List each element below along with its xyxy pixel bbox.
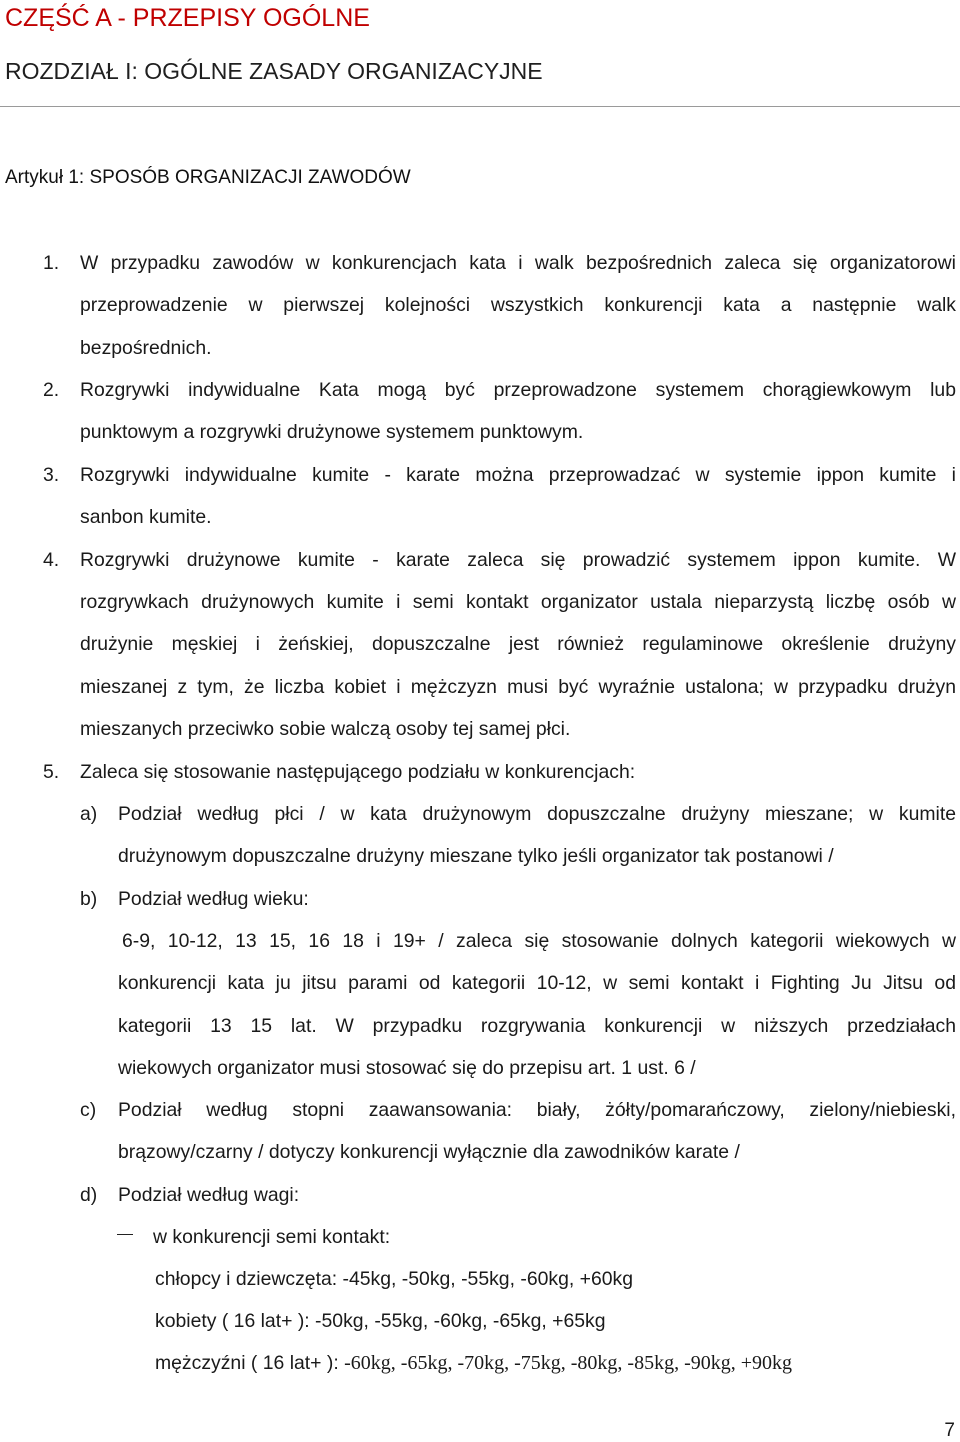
item-5-line-1: Zaleca się stosowanie następującego podziału w konkurencjach: (80, 761, 636, 783)
item-3-line-2: sanbon kumite. (80, 506, 212, 528)
item-4-line-3: drużynie męskiej i żeńskiej, dopuszczalne jest również regulaminowe określenie drużyny (80, 633, 956, 655)
semi-kontakt-heading: w konkurencji semi kontakt: (153, 1226, 391, 1248)
weight-women: kobiety ( 16 lat+ ): -50kg, -55kg, -60kg, -65kg, +65kg (155, 1310, 606, 1332)
item-5b-line-4: kategorii 13 15 lat. W przypadku rozgrywania konkurencji w niższych przedziałach (118, 1015, 956, 1037)
item-5b-label: b) (80, 888, 98, 910)
item-3-number: 3. (43, 464, 60, 486)
chapter-title: ROZDZIAŁ I: OGÓLNE ZASADY ORGANIZACYJNE (5, 58, 543, 84)
item-5c-line-2: brązowy/czarny / dotyczy konkurencji wyłącznie dla zawodników karate / (118, 1141, 740, 1163)
item-5b-line-5: wiekowych organizator musi stosować się do przepisu art. 1 ust. 6 / (118, 1057, 696, 1079)
weight-men (155, 1350, 792, 1376)
item-5c-line-1: Podział według stopni zaawansowania: biały, żółty/pomarańczowy, zielony/niebieski, (118, 1099, 956, 1121)
item-5-number: 5. (43, 761, 60, 783)
item-5a-label: a) (80, 803, 98, 825)
item-5d-line-1: Podział według wagi: (118, 1184, 300, 1206)
item-4-line-1: Rozgrywki drużynowe kumite - karate zaleca się prowadzić systemem ippon kumite. W (80, 549, 956, 571)
item-5b-line-3: konkurencji kata ju jitsu parami od kategorii 10-12, w semi kontakt i Fighting Ju Jitsu od (118, 972, 956, 994)
item-1-line-2: przeprowadzenie w pierwszej kolejności wszystkich konkurencji kata a następnie walk (80, 294, 956, 316)
page-number: 7 (944, 1420, 955, 1441)
item-5c-label: c) (80, 1099, 97, 1121)
item-2-line-2: punktowym a rozgrywki drużynowe systemem punktowym. (80, 421, 584, 443)
item-4-number: 4. (43, 549, 60, 571)
item-2-number: 2. (43, 379, 60, 401)
item-1-number: 1. (43, 252, 60, 274)
weight-men-label: mężczyźni ( 16 lat+ ): (155, 1352, 345, 1374)
item-4-line-4: mieszanej z tym, że liczba kobiet i mężczyzn musi być wyraźnie ustalona; w przypadku drużyn (80, 676, 956, 698)
header-divider (0, 106, 960, 107)
bullet-dash (117, 1234, 133, 1235)
item-1-line-1: W przypadku zawodów w konkurencjach kata i walk bezpośrednich zaleca się organizatorowi (80, 252, 956, 274)
article-title: Artykuł 1: SPOSÓB ORGANIZACJI ZAWODÓW (5, 167, 411, 188)
item-5b-line-2: 6-9, 10-12, 13 15, 16 18 i 19+ / zaleca się stosowanie dolnych kategorii wiekowych w (122, 930, 956, 952)
item-5a-line-1: Podział według płci / w kata drużynowym dopuszczalne drużyny mieszane; w kumite (118, 803, 956, 825)
item-5a-line-2: drużynowym dopuszczalne drużyny mieszane tylko jeśli organizator tak postanowi / (118, 845, 834, 867)
item-3-line-1: Rozgrywki indywidualne kumite - karate można przeprowadzać w systemie ippon kumite i (80, 464, 956, 486)
item-5d-label: d) (80, 1184, 98, 1206)
weight-men-values: -60kg, -65kg, -70kg, -75kg, -80kg, -85kg, -90kg, +90kg (344, 1352, 793, 1374)
item-1-line-3: bezpośrednich. (80, 337, 212, 359)
item-5b-line-1: Podział według wieku: (118, 888, 309, 910)
item-2-line-1: Rozgrywki indywidualne Kata mogą być przeprowadzone systemem chorągiewkowym lub (80, 379, 956, 401)
item-4-line-2: rozgrywkach drużynowych kumite i semi kontakt organizator ustala nieparzystą liczbę osób w (80, 591, 956, 613)
weight-boys-girls: chłopcy i dziewczęta: -45kg, -50kg, -55kg, -60kg, +60kg (155, 1268, 634, 1290)
part-title: CZĘŚĆ A - PRZEPISY OGÓLNE (5, 4, 370, 32)
item-4-line-5: mieszanych przeciwko sobie walczą osoby tej samej płci. (80, 718, 571, 740)
